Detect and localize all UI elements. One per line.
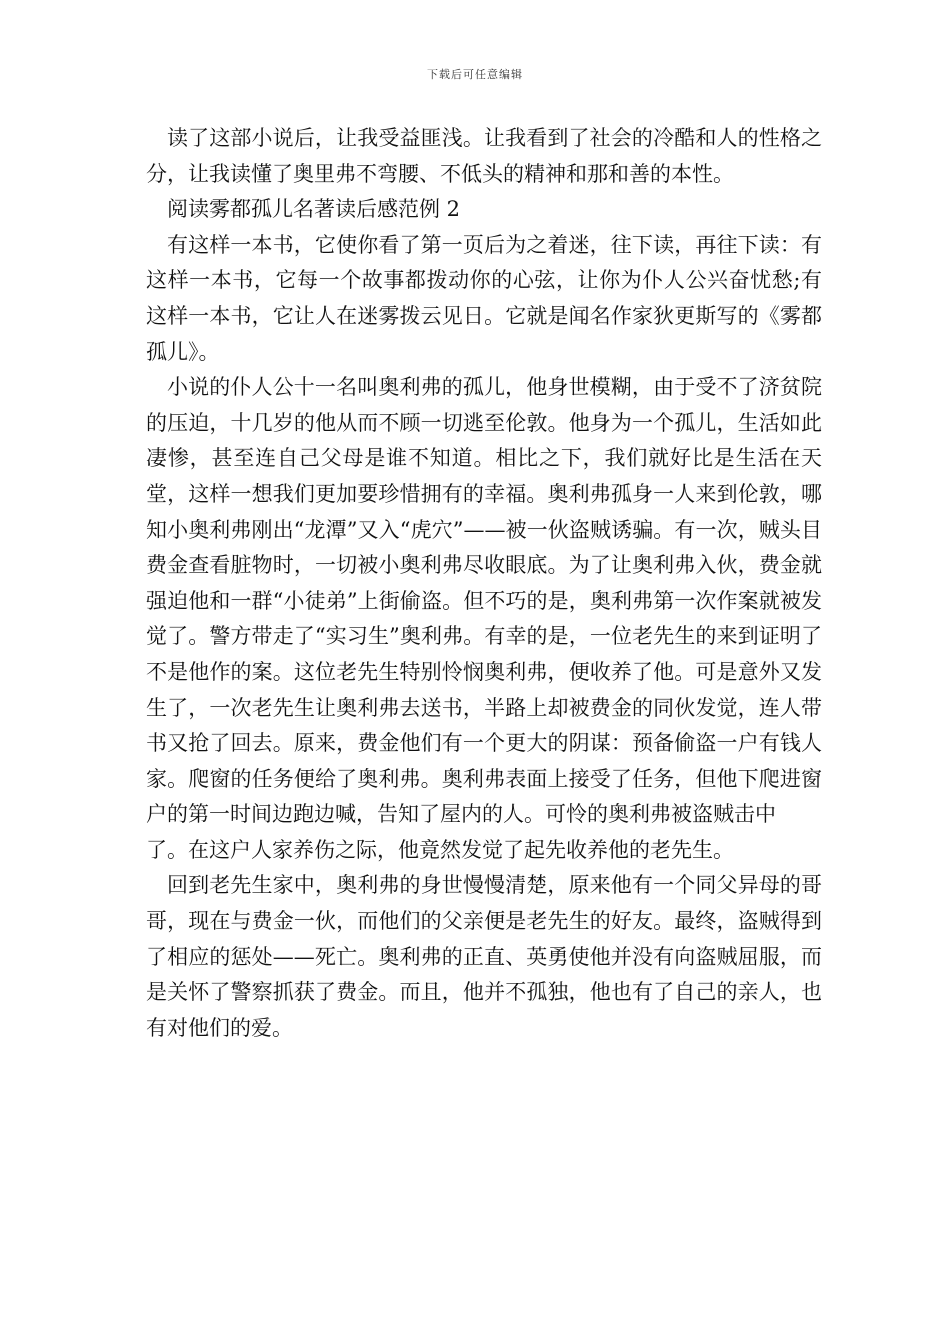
page-header-note: 下载后可任意编辑 bbox=[427, 68, 523, 81]
section-heading: 阅读雾都孤儿名著读后感范例 2 bbox=[167, 197, 461, 222]
paragraph-ending: 回到老先生家中，奥利弗的身世慢慢清楚，原来他有一个同父异母的哥哥，现在与费金一伙，而他们的父亲便是老先生的好友。最终，盗贼得到了相应的惩处——死亡。奥利弗的正直、英勇使他并没有向盗贼屈服，而是关怀了警察抓获了费金。而且，他并不孤独，他也有了自己的亲人，也有对他们的爱。 bbox=[146, 873, 822, 1040]
paragraph-intro: 读了这部小说后，让我受益匪浅。让我看到了社会的冷酷和人的性格之分，让我读懂了奥里弗不弯腰、不低头的精神和那和善的本性。 bbox=[146, 126, 822, 186]
paragraph-book-intro: 有这样一本书，它使你看了第一页后为之着迷，往下读，再往下读：有这样一本书，它每一个故事都拨动你的心弦，让你为仆人公兴奋忧愁;有这样一本书，它让人在迷雾拨云见日。它就是闻名作家狄更斯写的《雾都孤儿》。 bbox=[146, 232, 822, 364]
paragraph-story: 小说的仆人公十一名叫奥利弗的孤儿，他身世模糊，由于受不了济贫院的压迫，十几岁的他从而不顾一切逃至伦敦。他身为一个孤儿，生活如此凄惨，甚至连自己父母是谁不知道。相比之下，我们就好比是生活在天堂，这样一想我们更加要珍惜拥有的幸福。奥利弗孤身一人来到伦敦，哪知小奥利弗刚出“龙潭”又入“虎穴”——被一伙盗贼诱骗。有一次，贼头目费金查看脏物时，一切被小奥利弗尽收眼底。为了让奥利弗入伙，费金就强迫他和一群“小徒弟”上街偷盗。但不巧的是，奥利弗第一次作案就被发觉了。警方带走了“实习生”奥利弗。有幸的是，一位老先生的来到证明了不是他作的案。这位老先生特别怜悯奥利弗，便收养了他。可是意外又发生了，一次老先生让奥利弗去送书，半路上却被费金的同伙发觉，连人带书又抢了回去。原来，费金他们有一个更大的阴谋：预备偷盗一户有钱人家。爬窗的任务便给了奥利弗。奥利弗表面上接受了任务，但他下爬进窗户的第一时间边跑边喊，告知了屋内的人。可怜的奥利弗被盗贼击中 bbox=[146, 375, 822, 827]
paragraph-story-continued: 了。在这户人家养伤之际，他竟然发觉了起先收养他的老先生。 bbox=[146, 837, 734, 862]
document-body bbox=[146, 121, 822, 1046]
